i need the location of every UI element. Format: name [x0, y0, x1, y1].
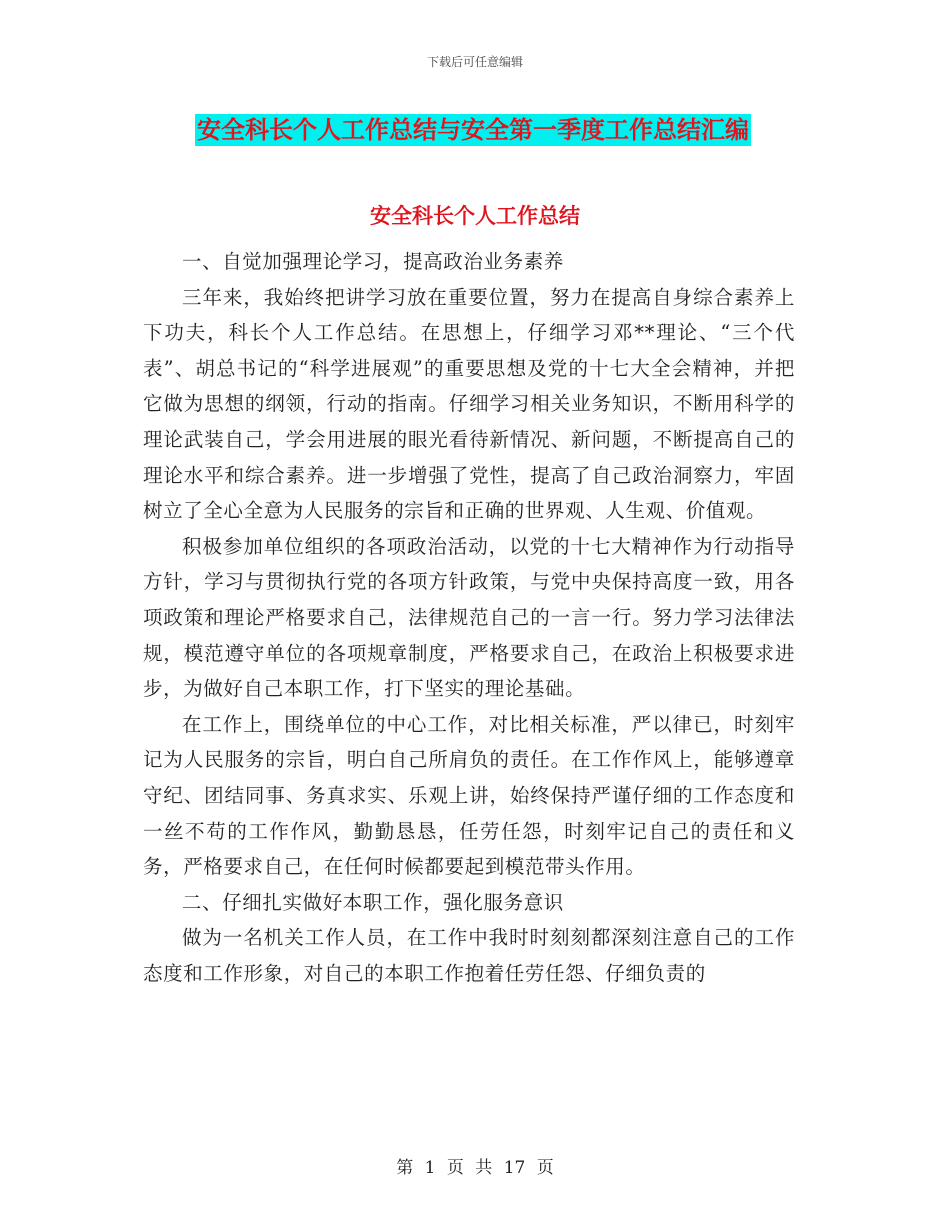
main-title-container — [195, 114, 751, 146]
paragraph: 做为一名机关工作人员，在工作中我时时刻刻都深刻注意自己的工作态度和工作形象，对自己的本职工作抱着任劳任怨、仔细负责的 — [143, 926, 795, 985]
page-number: 第 1 页 共 17 页 — [396, 1158, 554, 1178]
paragraph: 积极参加单位组织的各项政治活动，以党的十七大精神作为行动指导方针，学习与贯彻执行党的各项方针政策，与党中央保持高度一致，用各项政策和理论严格要求自己，法律规范自己的一言一行。努力学习法律法规，模范遵守单位的各项规章制度，严格要求自己，在政治上积极要求进步，为做好自己本职工作，打下坚实的理论基础。 — [143, 534, 795, 701]
paragraph-heading-2: 二、仔细扎实做好本职工作，强化服务意识 — [182, 890, 564, 914]
document-body — [143, 220, 795, 991]
paragraph: 三年来，我始终把讲学习放在重要位置，努力在提高自身综合素养上下功夫，科长个人工作总结。在思想上，仔细学习邓**理论、“三个代表”、胡总书记的“科学进展观”的重要思想及党的十七大全会精神，并把它做为思想的纲领，行动的指南。仔细学习相关业务知识，不断用科学的理论武装自己，学会用进展的眼光看待新情况、新问题，不断提高自己的理论水平和综合素养。进一步增强了党性，提高了自己政治洞察力，牢固树立了全心全意为人民服务的宗旨和正确的世界观、人生观、价值观。 — [143, 285, 795, 523]
main-title: 安全科长个人工作总结与安全第一季度工作总结汇编 — [197, 116, 749, 144]
paragraph: 在工作上，围绕单位的中心工作，对比相关标准，严以律已，时刻牢记为人民服务的宗旨，明白自己所肩负的责任。在工作作风上，能够遵章守纪、团结同事、务真求实、乐观上讲，始终保持严谨仔细的工作态度和一丝不苟的工作作风，勤勤恳恳，任劳任怨，时刻牢记自己的责任和义务，严格要求自己，在任何时候都要起到模范带头作用。 — [143, 712, 795, 879]
header-note: 下载后可任意编辑 — [426, 55, 523, 69]
paragraph-heading-1: 一、自觉加强理论学习，提高政治业务素养 — [182, 250, 564, 273]
section-title: 安全科长个人工作总结 — [370, 204, 580, 228]
